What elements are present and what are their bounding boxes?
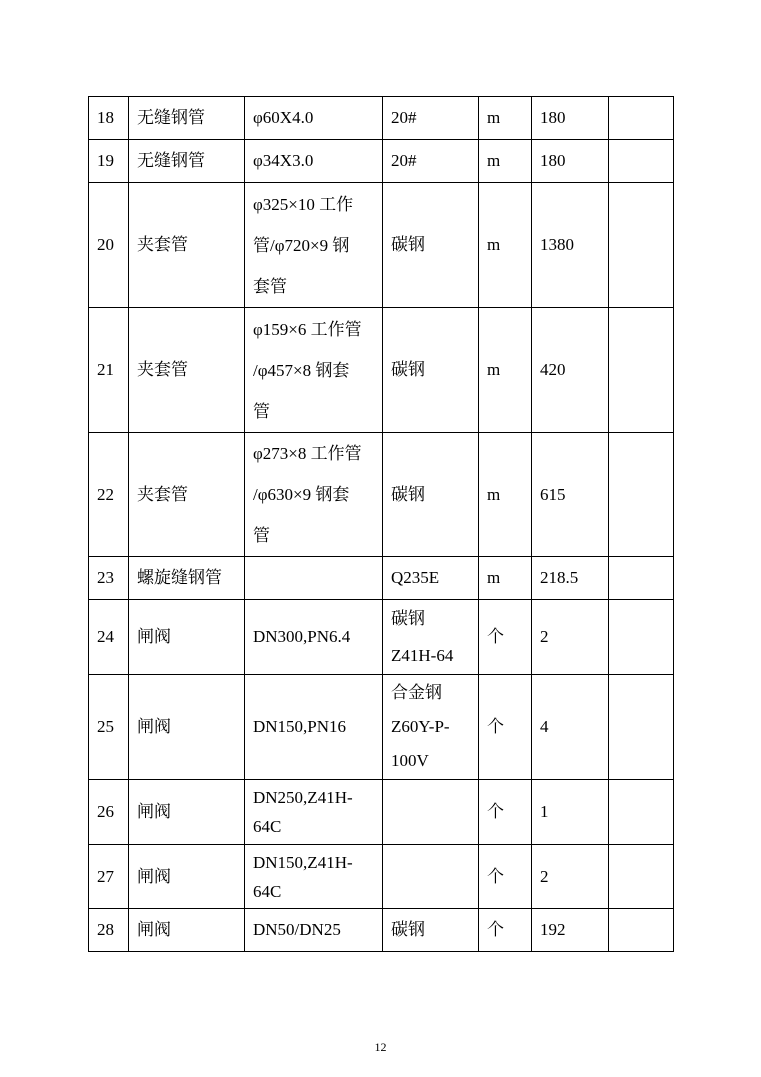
table-row [89, 909, 674, 952]
item-remark [609, 600, 674, 675]
item-material [383, 780, 479, 845]
table-row [89, 183, 674, 308]
item-material: 碳钢 [383, 183, 479, 308]
spec-line: 管 [253, 526, 270, 545]
table-row [89, 780, 674, 845]
item-material: 碳钢 [383, 433, 479, 557]
material-line: 碳钢 [391, 609, 425, 628]
spec-line: 套管 [253, 276, 287, 296]
item-material [383, 675, 479, 780]
item-spec: DN150,PN16 [245, 675, 383, 780]
item-remark [609, 308, 674, 433]
row-number: 18 [89, 97, 129, 140]
item-remark [609, 780, 674, 845]
item-unit: m [479, 308, 532, 433]
item-quantity: 1380 [532, 183, 609, 308]
item-material: 碳钢 [383, 909, 479, 952]
item-spec: DN300,PN6.4 [245, 600, 383, 675]
item-spec [245, 433, 383, 557]
item-remark [609, 675, 674, 780]
item-name: 无缝钢管 [129, 140, 245, 183]
spec-line: 管/φ720×9 钢 [253, 235, 350, 255]
item-unit: 个 [479, 780, 532, 845]
spec-line: φ273×8 工作管 [253, 444, 362, 463]
item-remark [609, 845, 674, 909]
spec-line: DN150,Z41H- [253, 852, 353, 872]
item-quantity: 180 [532, 140, 609, 183]
item-name: 闸阀 [129, 780, 245, 845]
spec-line: φ325×10 工作 [253, 194, 354, 214]
item-material: Q235E [383, 557, 479, 600]
item-remark [609, 183, 674, 308]
table-row [89, 557, 674, 600]
item-material: 20# [383, 97, 479, 140]
item-material [383, 845, 479, 909]
material-line: 100V [391, 751, 429, 770]
item-name: 闸阀 [129, 909, 245, 952]
table-row [89, 308, 674, 433]
spec-line: φ159×6 工作管 [253, 319, 362, 339]
row-number: 22 [89, 433, 129, 557]
item-spec [245, 308, 383, 433]
page-number: 12 [374, 1040, 387, 1054]
material-line: 合金钢 [391, 683, 442, 702]
item-name: 螺旋缝钢管 [129, 557, 245, 600]
item-spec: φ60X4.0 [245, 97, 383, 140]
spec-line: 64C [253, 817, 282, 836]
row-number: 28 [89, 909, 129, 952]
item-name: 夹套管 [129, 433, 245, 557]
item-remark [609, 433, 674, 557]
item-remark [609, 97, 674, 140]
spec-line: 管 [253, 401, 270, 421]
item-name: 闸阀 [129, 675, 245, 780]
item-quantity: 218.5 [532, 557, 609, 600]
table-row [89, 845, 674, 909]
material-line: Z60Y-P- [391, 717, 450, 736]
row-number: 23 [89, 557, 129, 600]
item-unit: 个 [479, 675, 532, 780]
item-quantity: 180 [532, 97, 609, 140]
row-number: 21 [89, 308, 129, 433]
item-unit: 个 [479, 909, 532, 952]
item-spec [245, 557, 383, 600]
table-row [89, 600, 674, 675]
item-spec: φ34X3.0 [245, 140, 383, 183]
item-name: 闸阀 [129, 600, 245, 675]
row-number: 20 [89, 183, 129, 308]
item-quantity: 4 [532, 675, 609, 780]
item-material: 20# [383, 140, 479, 183]
item-name: 夹套管 [129, 183, 245, 308]
row-number: 24 [89, 600, 129, 675]
item-unit: m [479, 140, 532, 183]
item-spec [245, 780, 383, 845]
item-quantity: 615 [532, 433, 609, 557]
row-number: 19 [89, 140, 129, 183]
item-remark [609, 909, 674, 952]
row-number: 25 [89, 675, 129, 780]
material-line: Z41H-64 [391, 646, 454, 665]
item-remark [609, 140, 674, 183]
item-quantity: 192 [532, 909, 609, 952]
item-unit: m [479, 433, 532, 557]
row-number: 26 [89, 780, 129, 845]
table-row [89, 97, 674, 140]
item-name: 无缝钢管 [129, 97, 245, 140]
item-unit: 个 [479, 600, 532, 675]
item-spec [245, 183, 383, 308]
item-quantity: 1 [532, 780, 609, 845]
item-remark [609, 557, 674, 600]
spec-line: /φ630×9 钢套 [253, 485, 350, 504]
item-spec [245, 845, 383, 909]
spec-line: /φ457×8 钢套 [253, 360, 350, 380]
item-material: 碳钢 [383, 308, 479, 433]
item-quantity: 420 [532, 308, 609, 433]
item-quantity: 2 [532, 600, 609, 675]
item-material [383, 600, 479, 675]
spec-line: 64C [253, 881, 282, 901]
item-unit: 个 [479, 845, 532, 909]
item-name: 闸阀 [129, 845, 245, 909]
spec-line: DN250,Z41H- [253, 788, 353, 807]
row-number: 27 [89, 845, 129, 909]
item-unit: m [479, 97, 532, 140]
item-name: 夹套管 [129, 308, 245, 433]
table-row [89, 140, 674, 183]
item-unit: m [479, 557, 532, 600]
item-quantity: 2 [532, 845, 609, 909]
item-unit: m [479, 183, 532, 308]
table-row [89, 433, 674, 557]
table-row [89, 675, 674, 780]
materials-table [88, 96, 674, 952]
item-spec: DN50/DN25 [245, 909, 383, 952]
